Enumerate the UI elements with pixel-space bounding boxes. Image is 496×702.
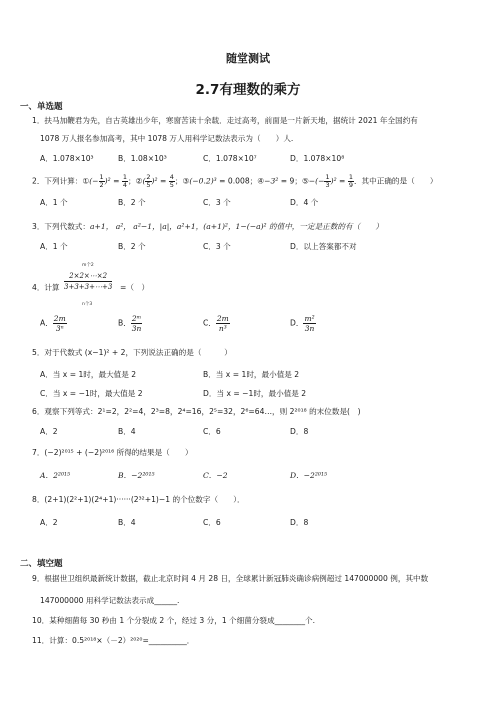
question-5-stem: 5．对于代数式 (x−1)² + 2，下列说法正确的是（ ） <box>32 348 232 357</box>
question-7-option-b: B．−2²⁰¹⁵ <box>118 471 155 480</box>
question-2-option-b: B．2 个 <box>118 198 146 207</box>
question-5-option-d: D．当 x = −1时，最小值是 2 <box>203 389 307 398</box>
question-7-option-c: C．−2 <box>203 471 228 480</box>
question-5-option-a: A．当 x = 1时，最大值是 2 <box>40 370 137 379</box>
question-3-prefix: 3．下列代数式： <box>32 222 90 231</box>
question-3-expressions: a+1， a²， a²−1，|a|，a²+1，(a+1)²，1−(−a)² 的值中，一定是正数的有（ ） <box>90 222 383 231</box>
question-3-option-b: B．2 个 <box>118 242 146 251</box>
question-1-option-c: C．1.078×10⁷ <box>203 154 257 163</box>
question-2-prefix: 2．下列计算：① <box>32 176 90 186</box>
question-9-line-2: 147000000 用科学记数法表示成______. <box>40 596 180 605</box>
question-5-option-b: B．当 x = 1时，最小值是 2 <box>203 370 300 379</box>
question-6-option-a: A．2 <box>40 427 58 436</box>
question-8-option-b: B．4 <box>118 518 136 527</box>
question-7-stem: 7．(−2)²⁰¹⁵ + (−2)²⁰¹⁶ 所得的结果是（ ） <box>32 448 193 457</box>
question-7-option-a: A．2²⁰¹⁵ <box>40 471 71 480</box>
question-4-numerator: 2×2×⋯×2 <box>64 271 112 282</box>
question-11-text: 11．计算：0.5²⁰¹⁸×（－2）²⁰²⁰=__________． <box>32 636 195 645</box>
question-4-option-a: A． $\frac{2m}{\text{3ⁿ}}$ <box>40 314 66 333</box>
question-8-option-c: C．6 <box>203 518 221 527</box>
question-3-option-d: D．以上答案都不对 <box>290 242 357 251</box>
page-title: 随堂测试 <box>226 52 270 65</box>
question-6-option-c: C．6 <box>203 427 221 436</box>
question-2-option-a: A．1 个 <box>40 198 68 207</box>
question-1-option-d: D．1.078×10⁸ <box>290 154 345 163</box>
question-1-line-2: 1078 万人报名参加高考，其中 1078 万人用科学记数法表示为（ ）人. <box>40 134 294 143</box>
question-4-top-brace-label: m个2 <box>82 263 94 268</box>
question-7-option-d: D．−2²⁰¹⁵ <box>290 471 328 480</box>
question-6-option-d: D．8 <box>290 427 309 436</box>
question-10-text: 10．某种细菌每 30 秒由 1 个分裂成 2 个，经过 3 分，1 个细菌分裂成________个. <box>32 616 316 625</box>
question-4-option-d: D． $\frac{\text{m²}}{3n}$ <box>290 314 315 333</box>
question-9-line-1: 9．根据世卫组织最新统计数据，截止北京时间 4 月 28 日，全球累计新冠肺炎确诊病例超过 147000000 例，其中数 <box>32 574 429 583</box>
section-heading-fill-in: 二、填空题 <box>20 559 63 569</box>
section-heading-choice: 一、单选题 <box>20 102 63 112</box>
question-8-option-d: D．8 <box>290 518 309 527</box>
question-2-suffix: ．其中正确的是（ ） <box>353 176 438 186</box>
question-6-stem: 6．观察下列等式：2¹=2，2²=4，2³=8，2⁴=16，2⁵=32，2⁶=64…，则 2²⁰¹⁸ 的末位数是( ) <box>32 407 361 416</box>
lesson-title: 2.7有理数的乘方 <box>195 82 301 98</box>
question-4-option-c: C． $\frac{2m}{\text{n³}}$ <box>203 314 229 333</box>
question-8-option-a: A．2 <box>40 518 58 527</box>
question-5-option-c: C．当 x = −1时，最大值是 2 <box>40 389 143 398</box>
question-4-fraction <box>64 271 112 292</box>
question-3-stem <box>32 222 383 232</box>
question-3-option-a: A．1 个 <box>40 242 68 251</box>
question-3-option-c: C．3 个 <box>203 242 231 251</box>
question-6-option-b: B．4 <box>118 427 136 436</box>
question-1-option-b: B．1.08×10³ <box>118 154 167 163</box>
question-1-option-a: A．1.078×10³ <box>40 154 94 163</box>
question-4-denominator: 3+3+3+⋯+3 <box>64 283 113 291</box>
question-4-prefix: 4．计算 <box>32 283 60 292</box>
question-8-stem: 8．(2+1)(2²+1)(2⁴+1)······(2³²+1)−1 的个位数字（ ）． <box>32 495 245 504</box>
question-2-stem: 2．下列计算：①(− $\frac{1}{2}$ )² = $\frac{1}{4}$ ；②( $\frac{2}{5}$ )² = $\frac{4}{5}$ ；③(−0.2)³ = 0.008；④−3² = 9；⑤−(− $\frac{1}{3}$ )² = $\frac{1}{9}$ ．其中正确的是（ ） <box>32 173 438 189</box>
question-2-option-d: D．4 个 <box>290 198 319 207</box>
question-4-bottom-brace-label: n个3 <box>82 302 93 307</box>
question-2-option-c: C．3 个 <box>203 198 231 207</box>
question-1-line-1: 1．扶马加鞭君为先，自古英雄出少年，寒窗苦读十余载．走过高考，前面是一片新天地，据统计 2021 年全国约有 <box>32 116 418 125</box>
question-4-suffix: =（ ） <box>120 283 150 292</box>
question-4-option-b: B． $\frac{\text{2ᵐ}}{3n}$ <box>118 314 142 333</box>
